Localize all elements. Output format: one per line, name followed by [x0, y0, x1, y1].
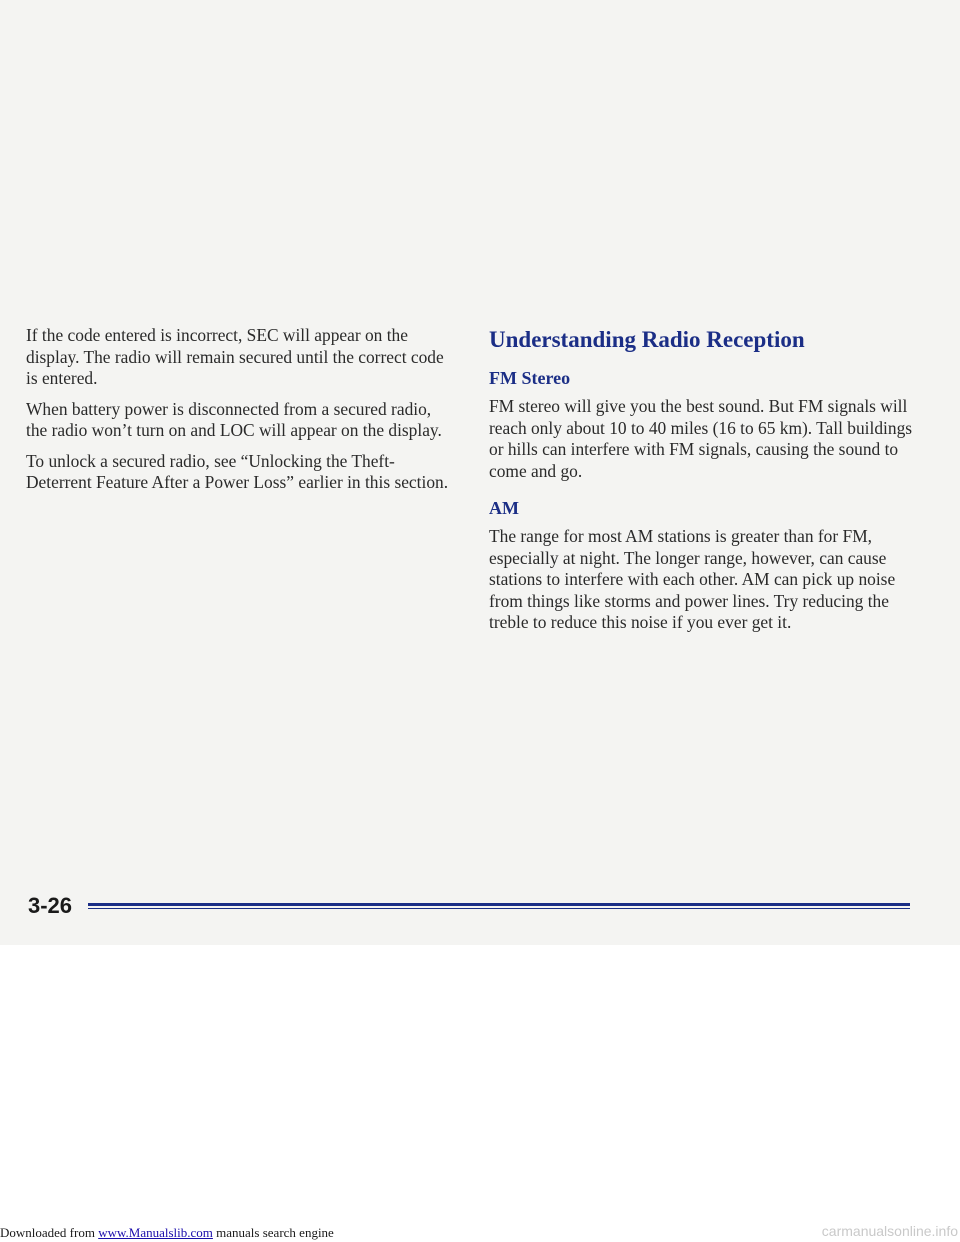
- fm-paragraph: FM stereo will give you the best sound. But FM signals will reach only about 10 to 40 miles (16 to 65 km). Tall buildings or hills can interfere with FM signals, causing the sound to come and go.: [489, 396, 913, 481]
- right-column: [489, 325, 914, 643]
- section-title: Understanding Radio Reception: [489, 327, 805, 352]
- download-notice: [0, 1225, 334, 1241]
- manualslib-link[interactable]: www.Manualslib.com: [98, 1225, 213, 1240]
- paragraph-battery-disconnect: When battery power is disconnected from a secured radio, the radio won’t turn on and LOC will appear on the display.: [26, 398, 442, 440]
- download-prefix: Downloaded from: [0, 1225, 99, 1240]
- footer-rule: [88, 903, 910, 906]
- download-suffix: manuals search engine: [212, 1225, 334, 1240]
- am-heading: AM: [489, 498, 519, 518]
- watermark: carmanualsonline.info: [821, 1223, 958, 1239]
- am-paragraph: The range for most AM stations is greater than for FM, especially at night. The longer range, however, can cause stations to interfere with each other. AM can pick up noise from things like storms and power lines. Try reducing the treble to reduce this noise if you ever get it.: [489, 526, 896, 632]
- page-number: 3-26: [28, 893, 73, 918]
- paragraph-unlock: To unlock a secured radio, see “Unlocking the Theft-Deterrent Feature After a Power Loss” earlier in this section.: [26, 450, 449, 492]
- download-footer: [0, 1223, 960, 1242]
- paragraph-incorrect-code: If the code entered is incorrect, SEC will appear on the display. The radio will remain secured until the correct code is entered.: [26, 325, 444, 388]
- left-column: [26, 325, 451, 503]
- fm-heading: FM Stereo: [489, 368, 571, 388]
- footer-rule-thin: [88, 908, 910, 909]
